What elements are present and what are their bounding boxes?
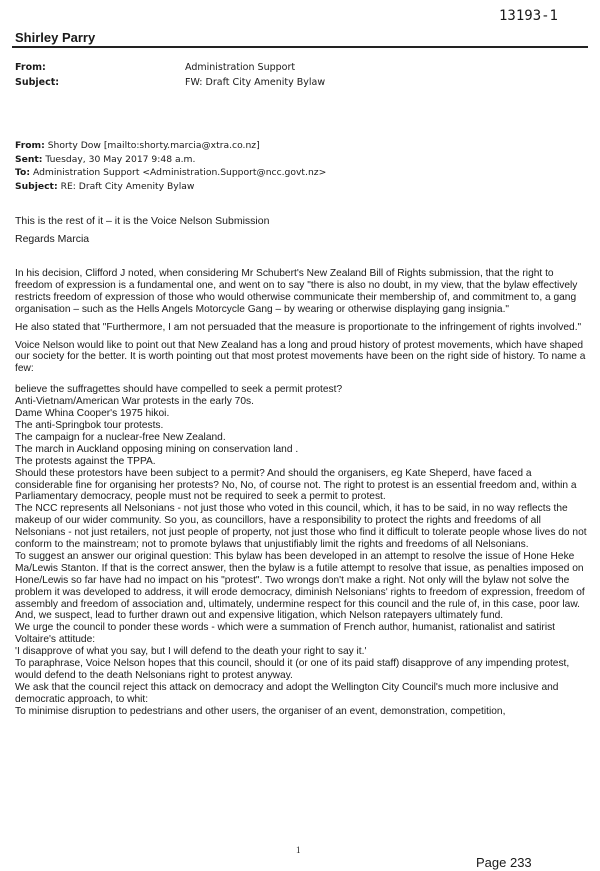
quote: 'I disapprove of what you say, but I will defend to the death your right to say it.' <box>15 646 367 658</box>
subject-label: Subject: <box>15 77 60 88</box>
list-item: The march in Auckland opposing mining on conservation land . <box>15 443 299 455</box>
list-item: Dame Whina Cooper's 1975 hikoi. <box>15 408 170 420</box>
paragraph: Should these protestors have been subject to a permit? And should the organisers, eg Kate Sheperd, have faced a considerable fine for organising her protests? No, No, of course not. The right to protest is an essential freedom and, within a Parliamentary democracy, people must not be required to seek a permit to protest. <box>15 467 577 503</box>
list-item: The campaign for a nuclear-free New Zealand. <box>15 431 226 443</box>
paragraph: The NCC represents all Nelsonians - not just those who voted in this council, which, it has to be said, in no way reflects the makeup of our wider community. So you, as councillors, have a responsibility to protect the rights and freedoms of all Nelsonians - not just retailers, not just people of property, not just those who find it difficult to tolerate people whose lives do not conform to the mainstream; not to promote bylaws that unjustifiably limit the rights and freedoms of all Nelsonians. <box>15 503 587 551</box>
mailbox-owner-name: Shirley Parry <box>15 30 96 45</box>
paragraph: He also stated that "Furthermore, I am not persuaded that the measure is proportionate to the infringement of rights involved." <box>15 321 582 333</box>
protest-list <box>15 384 590 467</box>
fwd-sent-value: Tuesday, 30 May 2017 9:48 a.m. <box>45 153 196 165</box>
header-divider <box>12 46 588 48</box>
document-number: 13193-1 <box>498 8 558 24</box>
fwd-subject-value: RE: Draft City Amenity Bylaw <box>60 180 195 192</box>
fwd-subject-label: Subject: <box>15 180 58 192</box>
list-item: The anti-Springbok tour protests. <box>15 419 164 431</box>
header-subject-row <box>15 77 325 88</box>
paragraph: Voice Nelson would like to point out that New Zealand has a long and proud history of protest movements, which have shaped our society for the better. It is worth pointing out that most protest movements have been on the right side of history. To name a few: <box>15 339 586 375</box>
list-item: Anti-Vietnam/American War protests in the early 70s. <box>15 396 254 408</box>
greeting-line: This is the rest of it – it is the Voice Nelson Submission <box>15 215 270 227</box>
signature-line: Regards Marcia <box>15 233 90 245</box>
subject-value: FW: Draft City Amenity Bylaw <box>185 77 326 88</box>
paragraph: We ask that the council reject this attack on democracy and adopt the Wellington City Council's much more inclusive and democratic approach, to whit: <box>15 681 559 705</box>
from-label: From: <box>15 62 46 73</box>
submission-body <box>15 268 590 718</box>
page-number-small: 1 <box>296 845 301 855</box>
paragraph: We urge the council to ponder these words - which were a summation of French author, humanist, rationalist and satirist Voltaire's attitude: <box>15 622 556 646</box>
page-label: Page 233 <box>476 855 532 870</box>
fwd-from-label: From: <box>15 140 45 151</box>
header-from-row <box>15 62 295 73</box>
paragraph: To paraphrase, Voice Nelson hopes that this council, should it (or one of its paid staff) disapprove of any impending protest, would defend to the death Nelsonians right to protest anyway. <box>15 658 570 681</box>
fwd-to-value: Administration Support <Administration.Support@ncc.govt.nz> <box>32 167 327 178</box>
from-value: Administration Support <box>185 62 296 73</box>
fwd-sent-label: Sent: <box>15 153 43 165</box>
greeting <box>15 212 269 248</box>
paragraph: In his decision, Clifford J noted, when considering Mr Schubert's New Zealand Bill of Rights submission, that the right to freedom of expression is a fundamental one, and went on to say "there is also no doubt, in my view, that the bylaw effectively restricts freedom of expression of those who would otherwise communicate their membership of, and commitment to, a gang organisation – such as the Hells Angels Motorcycle Gang – by wearing or otherwise displaying gang insignia." <box>15 268 578 315</box>
paragraph: To minimise disruption to pedestrians and other users, the organiser of an event, demonstration, competition, <box>15 705 506 717</box>
fwd-from-value: Shorty Dow [mailto:shorty.marcia@xtra.co.nz] <box>47 140 260 151</box>
paragraph: To suggest an answer our original question: This bylaw has been developed in an attempt to resolve the issue of Hone Heke Ma/Lewis Stanton. If that is the correct answer, then the bylaw is a futile attempt to resolve that issue, as penalties imposed on Hone/Lewis so far have had no impact on his "protest". Two wrongs don't make a right. Not only will the bylaw not solve the problem it was developed to address, it will erode democracy, diminish Nelsonians' rights to freedom of expression, freedom of assembly and freedom of association and, ultimately, undermine respect for this council and the rule of, in this case, poor law. And, we suspect, lead to further drawn out and expensive litigation, which Nelson ratepayers ultimately fund. <box>15 550 585 622</box>
list-item: believe the suffragettes should have compelled to seek a permit protest? <box>15 384 343 396</box>
forwarded-header <box>15 139 326 193</box>
fwd-to-label: To: <box>15 167 31 178</box>
list-item: The protests against the TPPA. <box>15 455 156 467</box>
